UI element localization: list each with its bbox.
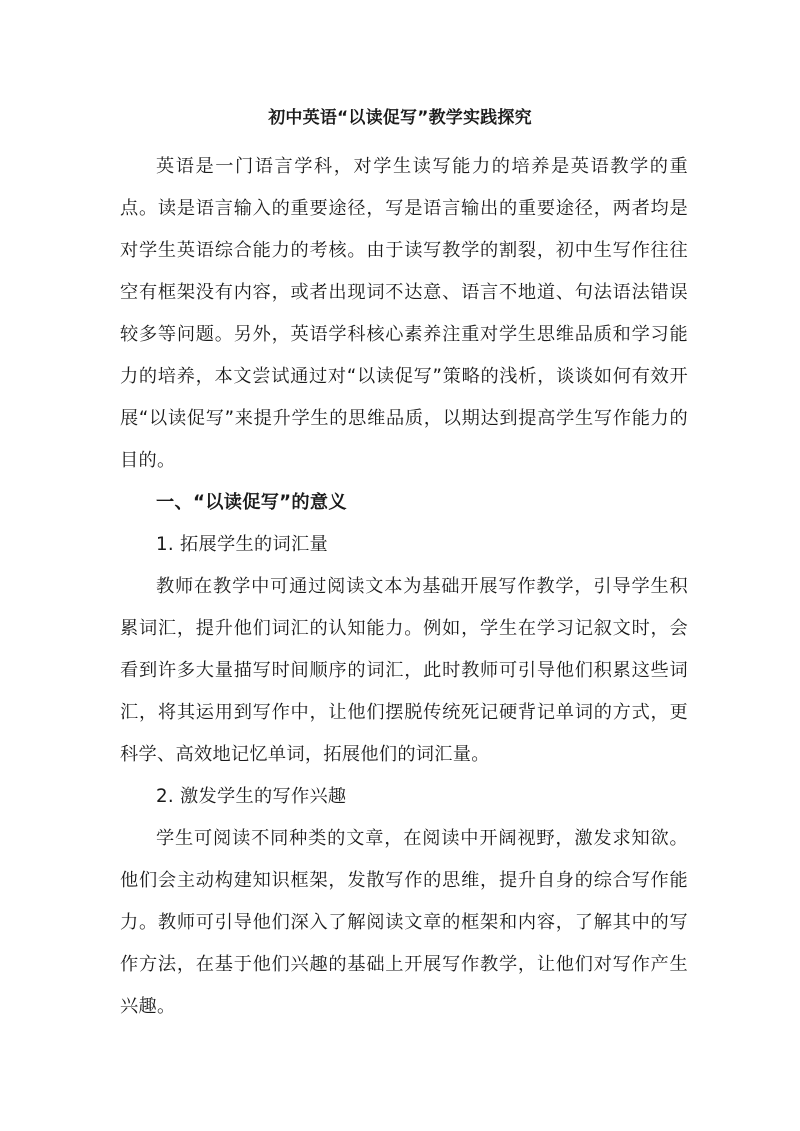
intro-paragraph: 英语是一门语言学科，对学生读写能力的培养是英语教学的重点。读是语言输入的重要途径，写是语言输出的重要途径，两者均是对学生英语综合能力的考核。由于读写教学的割裂，初中生写作往往空有框架没有内容，或者出现词不达意、语言不地道、句法语法错误较多等问题。另外，英语学科核心素养注重对学生思维品质和学习能力的培养，本文尝试通过对“以读促写”策略的浅析，谈谈如何有效开展“以读促写”来提升学生的思维品质，以期达到提高学生写作能力的目的。 bbox=[120, 156, 688, 471]
subsection-heading-2: 2. 激发学生的写作兴趣 bbox=[156, 786, 347, 807]
section-heading: 一、“以读促写”的意义 bbox=[156, 492, 347, 513]
subsection-paragraph-1: 教师在教学中可通过阅读文本为基础开展写作教学，引导学生积累词汇，提升他们词汇的认知能力。例如，学生在学习记叙文时，会看到许多大量描写时间顺序的词汇，此时教师可引导他们积累这些词汇，将其运用到写作中，让他们摆脱传统死记硬背记单词的方式，更科学、高效地记忆单词，拓展他们的词汇量。 bbox=[120, 576, 688, 765]
subsection-heading-1: 1. 拓展学生的词汇量 bbox=[156, 534, 328, 555]
document-body bbox=[120, 146, 688, 1028]
subsection-paragraph-2: 学生可阅读不同种类的文章，在阅读中开阔视野，激发求知欲。他们会主动构建知识框架，发散写作的思维，提升自身的综合写作能力。教师可引导他们深入了解阅读文章的框架和内容，了解其中的写作方法，在基于他们兴趣的基础上开展写作教学，让他们对写作产生兴趣。 bbox=[120, 828, 688, 1017]
document-title: 初中英语“以读促写”教学实践探究 bbox=[268, 108, 532, 128]
